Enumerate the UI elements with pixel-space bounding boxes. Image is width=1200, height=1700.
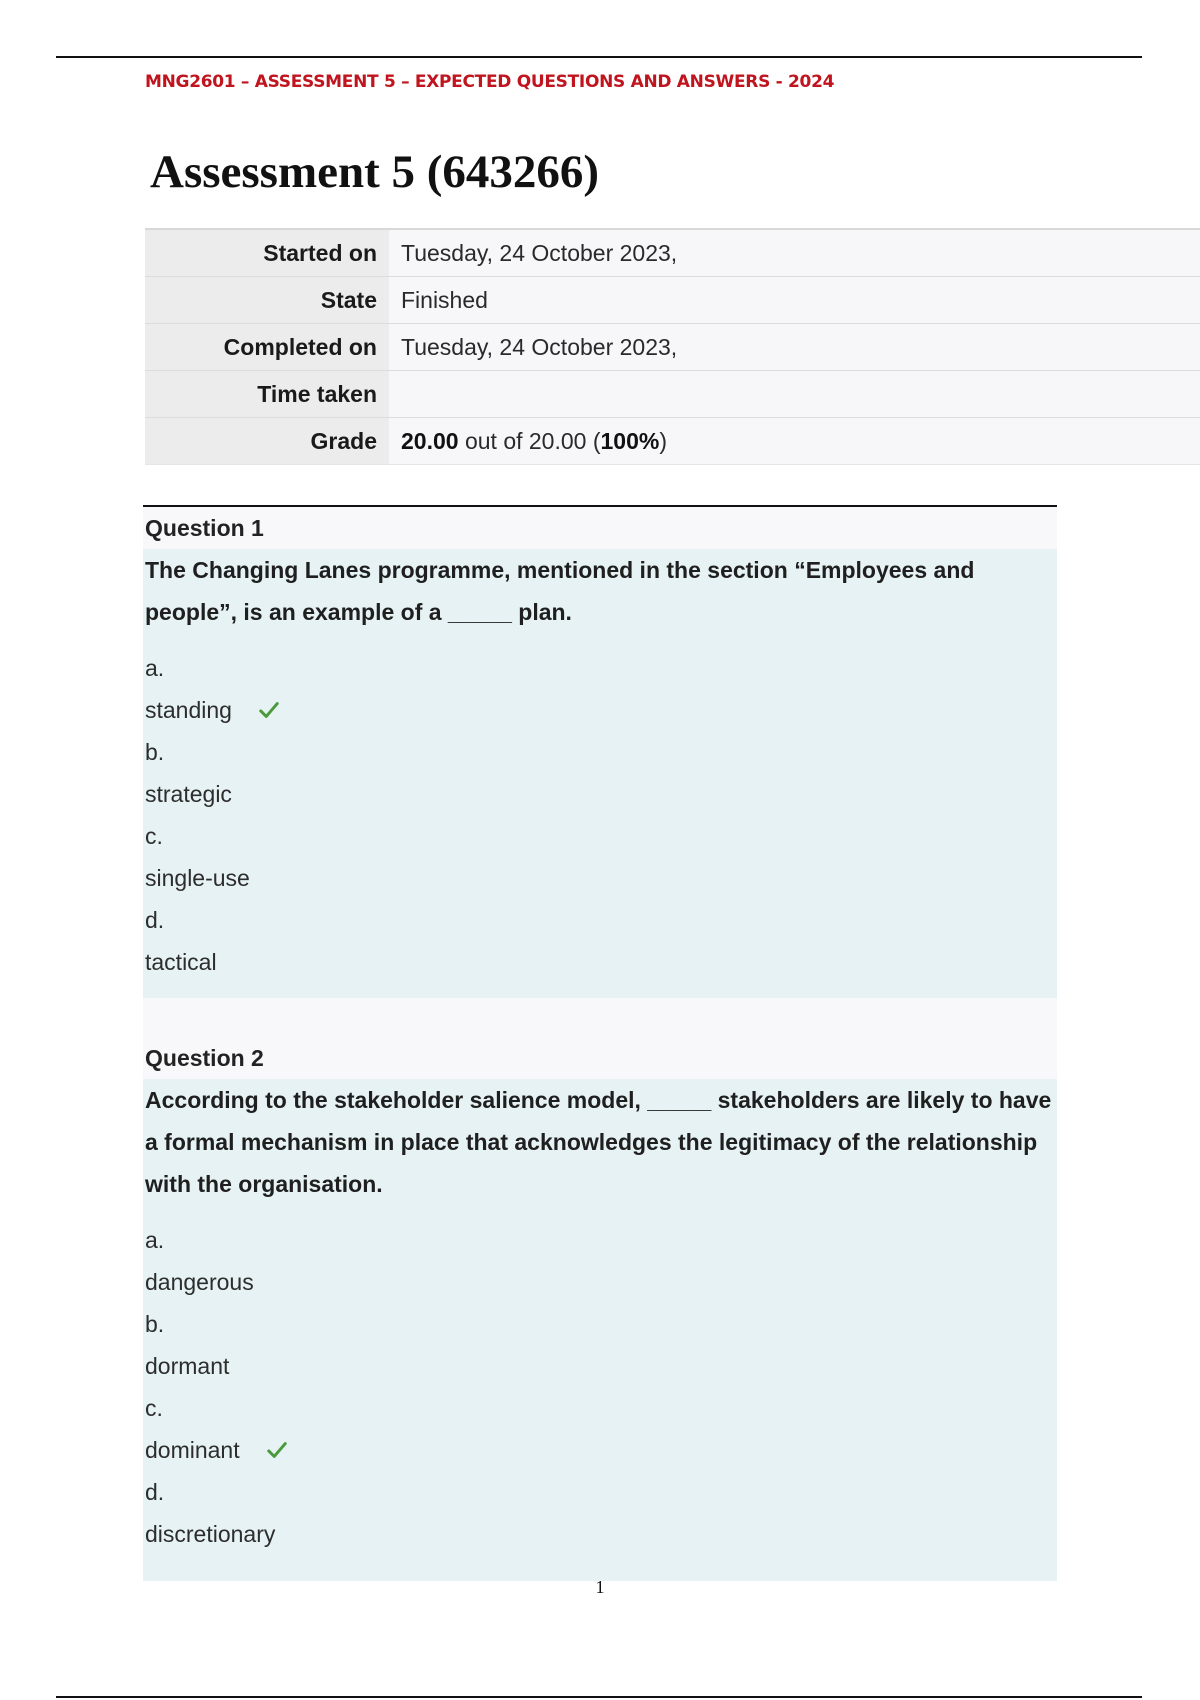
time-taken-value xyxy=(389,371,1200,418)
grade-close: ) xyxy=(659,427,667,454)
time-taken-label: Time taken xyxy=(145,371,389,418)
question-2 xyxy=(143,1037,1057,1581)
option-letter: d. xyxy=(145,907,165,933)
option-answer[interactable] xyxy=(145,941,1055,983)
grade-score: 20.00 xyxy=(401,427,459,454)
option-text: standing xyxy=(145,697,232,723)
bottom-rule xyxy=(56,1696,1142,1698)
question-1 xyxy=(143,505,1057,1009)
page-number: 1 xyxy=(595,1577,605,1597)
question-heading: Question 1 xyxy=(143,507,1057,549)
option-letter: c. xyxy=(145,823,163,849)
question-text: According to the stakeholder salience model, _____ stakeholders are likely to have a formal mechanism in place that acknowledges the legitimacy of the relationship with the organisation. xyxy=(145,1087,1052,1197)
option-text: dangerous xyxy=(145,1269,254,1295)
document-header: MNG2601 – ASSESSMENT 5 – EXPECTED QUESTIONS AND ANSWERS - 2024 xyxy=(145,72,835,92)
option-answer[interactable] xyxy=(145,689,1055,731)
option-answer[interactable] xyxy=(145,773,1055,815)
option-text: strategic xyxy=(145,781,232,807)
completed-on-label: Completed on xyxy=(145,324,389,371)
top-rule xyxy=(56,56,1142,58)
summary-row-state xyxy=(145,277,1200,324)
completed-on-value: Tuesday, 24 October 2023, xyxy=(389,324,1200,371)
option-answer[interactable] xyxy=(145,1429,1055,1471)
attempt-summary-table xyxy=(145,228,1200,465)
option-text: tactical xyxy=(145,949,217,975)
grade-percent: 100% xyxy=(600,427,660,454)
option-text: single-use xyxy=(145,865,250,891)
option-letter: a. xyxy=(145,655,165,681)
option-answer[interactable] xyxy=(145,1261,1055,1303)
option-letter: a. xyxy=(145,1227,165,1253)
grade-value xyxy=(389,418,1200,465)
check-icon xyxy=(258,699,280,721)
check-icon xyxy=(266,1439,288,1461)
option-letter: c. xyxy=(145,1395,163,1421)
option-letter: b. xyxy=(145,739,165,765)
question-heading: Question 2 xyxy=(143,1037,1057,1079)
summary-row-grade xyxy=(145,418,1200,465)
option-letter: b. xyxy=(145,1311,165,1337)
option-answer[interactable] xyxy=(145,1513,1055,1555)
summary-row-completed xyxy=(145,324,1200,371)
question-body xyxy=(143,549,1057,1009)
summary-row-time-taken xyxy=(145,371,1200,418)
started-on-label: Started on xyxy=(145,229,389,277)
question-text: The Changing Lanes programme, mentioned in the section “Employees and people”, is an example of a _____ plan. xyxy=(145,557,975,625)
state-value: Finished xyxy=(389,277,1200,324)
option-text: dormant xyxy=(145,1353,230,1379)
grade-out-of: out of 20.00 ( xyxy=(458,427,601,454)
option-answer[interactable] xyxy=(145,1345,1055,1387)
option-text: dominant xyxy=(145,1437,240,1463)
started-on-value: Tuesday, 24 October 2023, xyxy=(389,229,1200,277)
option-text: discretionary xyxy=(145,1521,276,1547)
option-answer[interactable] xyxy=(145,857,1055,899)
summary-row-started xyxy=(145,229,1200,277)
page-title: Assessment 5 (643266) xyxy=(150,146,600,198)
question-separator xyxy=(143,998,1057,1038)
option-letter: d. xyxy=(145,1479,165,1505)
question-body xyxy=(143,1079,1057,1581)
grade-label: Grade xyxy=(145,418,389,465)
state-label: State xyxy=(145,277,389,324)
